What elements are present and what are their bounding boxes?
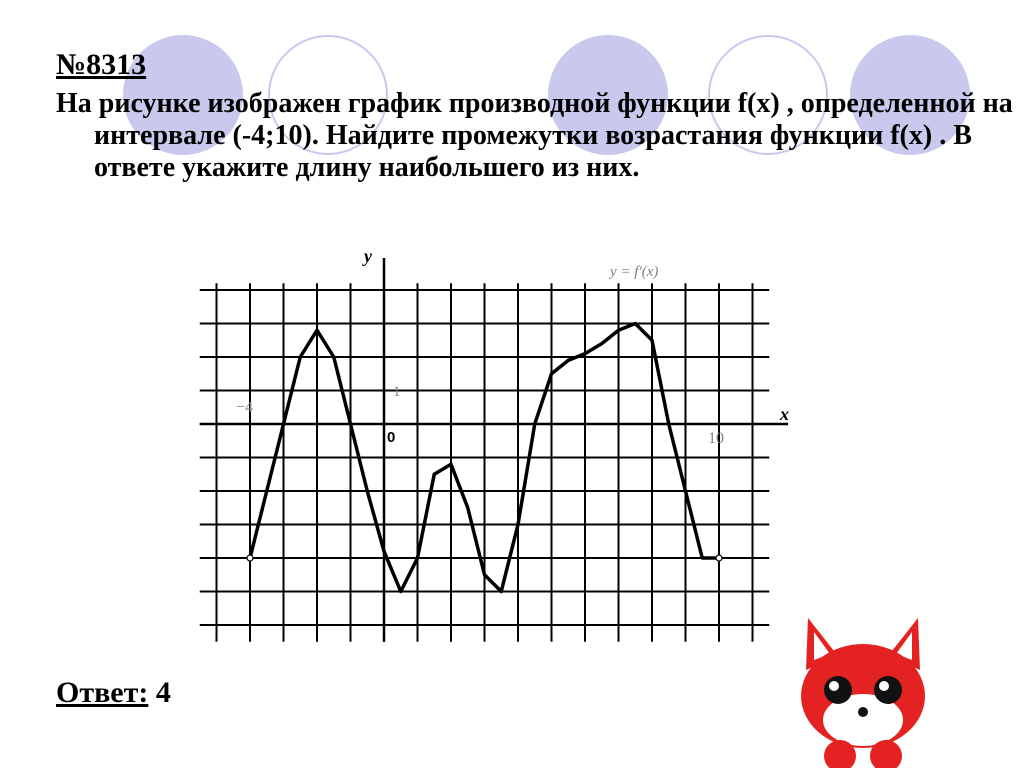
problem-text: На рисунке изображен график производной функции f(x) , определенной на интервале (-4;10). Найдите промежутки возрастания функции f(x) . В ответе укажите длину наибольшего из них.: [56, 88, 1013, 183]
chart-title: y = f′(x): [610, 264, 659, 280]
answer-label: Ответ:: [56, 676, 149, 709]
curve-endpoint: [247, 555, 253, 561]
answer: [56, 676, 171, 710]
derivative-chart: [190, 240, 790, 650]
origin-label: 0: [387, 429, 396, 446]
answer-value: 4: [155, 676, 171, 709]
x-axis-label: x: [780, 404, 789, 424]
x-tick-label-right: 10: [708, 430, 724, 447]
problem-number: №8313: [56, 48, 147, 81]
curve-endpoint: [716, 555, 722, 561]
y-tick-label-unit: 1: [393, 384, 401, 400]
red-fox-cartoon-icon: [778, 608, 948, 768]
y-axis-label: y: [364, 246, 372, 266]
x-tick-label-left: −4: [236, 399, 254, 416]
chart-grid: [190, 283, 769, 641]
